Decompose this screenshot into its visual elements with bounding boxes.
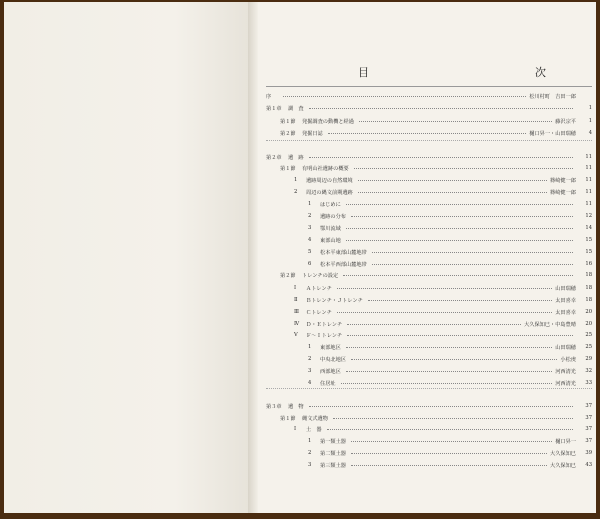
toc-entry-label: 鄂川流域 xyxy=(320,225,341,232)
toc-entry-page: 11 xyxy=(585,154,592,160)
toc-entry-page: 18 xyxy=(585,297,592,303)
toc-entry-number: 5 xyxy=(308,249,312,255)
toc-entry xyxy=(308,246,592,258)
toc-entry-number: 2 xyxy=(294,189,298,195)
toc-entry-author: 篠崎健一郎 xyxy=(550,189,576,196)
leader-dots xyxy=(327,429,573,430)
toc-entry-label: 土 器 xyxy=(306,426,322,433)
toc-entry-author: 大久保知巳・中島豊晴 xyxy=(524,321,576,328)
toc-entry xyxy=(294,423,592,435)
right-page-toc xyxy=(258,2,596,513)
leader-dots xyxy=(346,371,552,372)
toc-entry-author: 小松虔 xyxy=(560,356,576,363)
toc-entry-author: 藤沢宗平 xyxy=(555,118,576,125)
toc-entry-author: 篠崎健一郎 xyxy=(550,177,576,184)
toc-entry-page: 37 xyxy=(585,403,592,409)
toc-entry xyxy=(294,282,592,294)
toc-entry-number: 第１節 xyxy=(280,415,296,422)
toc-entry-number: 4 xyxy=(308,380,312,386)
toc-entry-page: 12 xyxy=(585,213,592,219)
toc-entry-label: Ｂトレンチ・Ｊトレンチ xyxy=(306,297,363,304)
toc-entry-author: 山田瑞穂 xyxy=(555,285,576,292)
toc-entry xyxy=(308,341,592,353)
toc-entry-label: 調 査 xyxy=(288,105,304,112)
left-page-blank xyxy=(4,2,248,513)
toc-entry-number: 3 xyxy=(308,225,312,231)
toc-entry-number: 4 xyxy=(308,237,312,243)
toc-entry-label: 松本平東部山麓地帯 xyxy=(320,249,367,256)
toc-entry-page: 20 xyxy=(585,321,592,327)
leader-dots xyxy=(346,347,552,348)
toc-entry xyxy=(308,198,592,210)
toc-entry-number: 2 xyxy=(308,450,312,456)
toc-entry-label: 住居址 xyxy=(320,380,336,387)
toc-entry-label: 松本平西部山麓地帯 xyxy=(320,261,367,268)
toc-entry-author: 河西清光 xyxy=(555,368,576,375)
toc-entry-label: 発掘日誌 xyxy=(302,130,323,137)
toc-entry-number: 2 xyxy=(308,213,312,219)
leader-dots xyxy=(346,228,573,229)
leader-dots xyxy=(372,264,573,265)
toc-entry-number: Ⅱ xyxy=(294,297,298,303)
toc-entry xyxy=(294,329,592,341)
toc-entry-number: 第１章 xyxy=(266,105,282,112)
leader-dots xyxy=(351,216,573,217)
toc-entry-number: 第３章 xyxy=(266,403,282,410)
toc-entry-number: Ⅰ xyxy=(294,426,297,432)
toc-entry-label: 発掘調査の動機と経過 xyxy=(302,118,354,125)
toc-entry xyxy=(280,127,592,139)
toc-entry-number: Ⅰ xyxy=(294,285,297,291)
leader-dots xyxy=(372,252,573,253)
toc-entry xyxy=(294,306,592,318)
toc-entry-page: 39 xyxy=(585,450,592,456)
toc-entry-page: 18 xyxy=(585,285,592,291)
toc-entry-number: Ⅲ xyxy=(294,309,300,315)
toc-entry-page: 37 xyxy=(585,415,592,421)
toc-entry-page: 25 xyxy=(585,344,592,350)
toc-entry xyxy=(308,222,592,234)
leader-dots xyxy=(354,168,573,169)
toc-entry-label: 第三類土器 xyxy=(320,462,346,469)
toc-entry-number: 3 xyxy=(308,462,312,468)
toc-entry-page: 43 xyxy=(585,462,592,468)
toc-entry-label: 有明山社遺跡の概要 xyxy=(302,165,349,172)
toc-entry-label: Ａトレンチ xyxy=(306,285,332,292)
toc-entry-number: Ⅳ xyxy=(294,321,300,327)
toc-entry-number: 2 xyxy=(308,356,312,362)
toc-entry-label: 遺 物 xyxy=(288,403,304,410)
toc-entry-page: 29 xyxy=(585,356,592,362)
toc-entry-page: 11 xyxy=(585,201,592,207)
toc-entry xyxy=(294,294,592,306)
toc-entry-page: 1 xyxy=(588,105,592,111)
toc-entry-number: 6 xyxy=(308,261,312,267)
leader-dots xyxy=(341,383,553,384)
toc-title: 目 次 xyxy=(358,66,594,79)
toc-entry-author: 太田喜幸 xyxy=(555,297,576,304)
leader-dots xyxy=(351,441,552,442)
toc-entry xyxy=(280,115,592,127)
toc-entry xyxy=(308,377,592,389)
toc-entry-label: 第一類土器 xyxy=(320,438,346,445)
toc-entry-label: 縄文式遺物 xyxy=(302,415,328,422)
leader-dots xyxy=(337,312,552,313)
toc-entry-page: 14 xyxy=(585,225,592,231)
toc-entry-page: 25 xyxy=(585,332,592,338)
leader-dots xyxy=(309,406,573,407)
leader-dots xyxy=(351,465,547,466)
toc-entry-page: 15 xyxy=(585,249,592,255)
toc-entry xyxy=(308,459,592,471)
toc-entry-number: 1 xyxy=(308,438,312,444)
toc-entry-number: 序 xyxy=(266,93,272,100)
toc-entry xyxy=(294,174,592,186)
toc-entry-page: 11 xyxy=(585,165,592,171)
toc-entry-page: 37 xyxy=(585,426,592,432)
toc-entry-page: 32 xyxy=(585,368,592,374)
toc-entry-number: 1 xyxy=(308,201,312,207)
leader-dots xyxy=(343,275,573,276)
leader-dots xyxy=(346,204,573,205)
toc-entry-page: 15 xyxy=(585,237,592,243)
toc-entry xyxy=(308,447,592,459)
toc-entry-page: 1 xyxy=(588,118,592,124)
toc-entry-label: 遺跡周辺の自然環境 xyxy=(306,177,353,184)
toc-entry xyxy=(280,269,592,281)
leader-dots xyxy=(347,335,573,336)
toc-entry-number: 第２節 xyxy=(280,272,296,279)
toc-entry xyxy=(308,435,592,447)
leader-dots xyxy=(283,96,526,97)
toc-entry-label: 中央北地区 xyxy=(320,356,346,363)
toc-entry-label: 第二類土器 xyxy=(320,450,346,457)
toc-entry-author: 山田瑞穂 xyxy=(555,344,576,351)
toc-entry-label: 遺跡の分布 xyxy=(320,213,346,220)
toc-entry xyxy=(266,102,592,114)
toc-entry-author: 太田喜幸 xyxy=(555,309,576,316)
toc-entry-page: 18 xyxy=(585,272,592,278)
leader-dots xyxy=(346,240,573,241)
toc-entry-page: 11 xyxy=(585,177,592,183)
leader-dots xyxy=(337,288,552,289)
toc-entry-label: 周辺の縄文前期遺跡 xyxy=(306,189,353,196)
toc-entry-author: 河西清光 xyxy=(555,380,576,387)
toc-entry-page: 4 xyxy=(588,130,592,136)
toc-entry-label: 東部山地 xyxy=(320,237,341,244)
book-gutter xyxy=(248,2,258,513)
leader-dots xyxy=(333,418,573,419)
toc-entry-number: 第２節 xyxy=(280,130,296,137)
leader-dots xyxy=(351,359,557,360)
toc-entry xyxy=(294,186,592,198)
toc-entry-number: 第１節 xyxy=(280,165,296,172)
toc-entry-label: 東部地区 xyxy=(320,344,341,351)
book-spread xyxy=(4,2,596,513)
title-rule xyxy=(266,86,592,87)
toc-entry-author: 大久保知巳 xyxy=(550,450,576,457)
toc-entry-label: トレンチの設定 xyxy=(302,272,339,279)
leader-dots xyxy=(358,192,547,193)
leader-dots xyxy=(359,121,552,122)
toc-entry xyxy=(308,210,592,222)
leader-dots xyxy=(351,453,547,454)
toc-entry-page: 37 xyxy=(585,438,592,444)
toc-entry xyxy=(266,90,592,102)
toc-entry xyxy=(308,353,592,365)
toc-entry-author: 松川村町 吉田一郎 xyxy=(529,93,576,100)
toc-entry-label: Ｃトレンチ xyxy=(306,309,332,316)
toc-entry-page: 20 xyxy=(585,309,592,315)
toc-entry-page: 16 xyxy=(585,261,592,267)
toc-entry-number: 3 xyxy=(308,368,312,374)
leader-dots xyxy=(347,324,521,325)
toc-entry xyxy=(280,162,592,174)
section-separator xyxy=(266,140,592,141)
toc-entry-author: 大久保知巳 xyxy=(550,462,576,469)
toc-entry-author: 樋口昇一 xyxy=(555,438,576,445)
toc-entry-label: 西部地区 xyxy=(320,368,341,375)
leader-dots xyxy=(309,108,573,109)
leader-dots xyxy=(328,133,527,134)
toc-entry-label: はじめに xyxy=(320,201,341,208)
toc-entry-page: 33 xyxy=(585,380,592,386)
toc-entry-label: Ｆ〜Ｉトレンチ xyxy=(306,332,343,339)
toc-entry-page: 11 xyxy=(585,189,592,195)
toc-entry-author: 樋口昇一・山田瑞穂 xyxy=(529,130,576,137)
toc-entry xyxy=(308,365,592,377)
toc-entry-number: 1 xyxy=(308,344,312,350)
leader-dots xyxy=(368,300,552,301)
toc-entry-number: 第２章 xyxy=(266,154,282,161)
leader-dots xyxy=(309,157,573,158)
toc-entry-number: 第１節 xyxy=(280,118,296,125)
toc-entry-number: Ⅴ xyxy=(294,332,298,338)
leader-dots xyxy=(358,180,547,181)
toc-entry xyxy=(308,234,592,246)
toc-entry-label: Ｄ・Ｅトレンチ xyxy=(306,321,343,328)
toc-entry-number: 1 xyxy=(294,177,298,183)
toc-entry-label: 遺 跡 xyxy=(288,154,304,161)
toc-entry xyxy=(266,400,592,412)
